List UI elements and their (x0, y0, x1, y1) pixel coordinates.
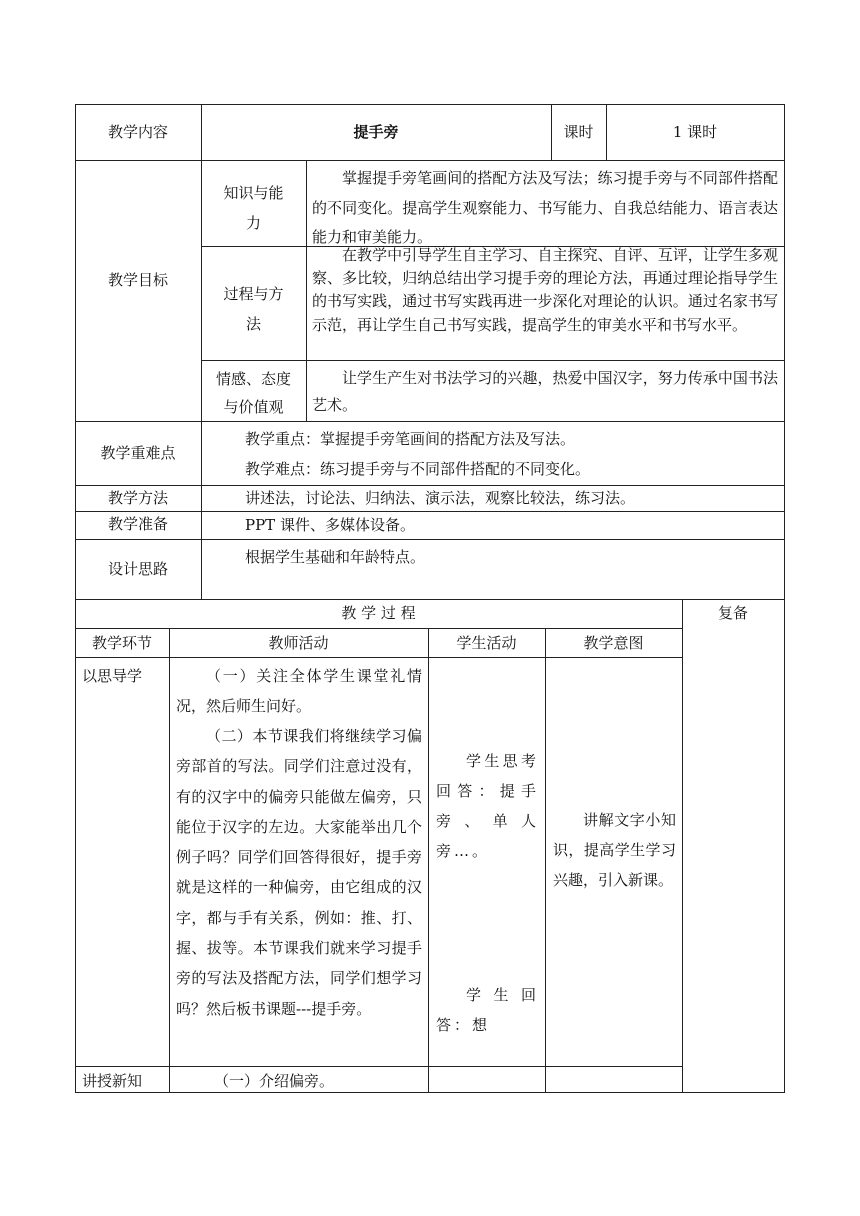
student-activity-reply: 学生回答：想 (436, 986, 539, 1034)
row-divider (75, 160, 785, 161)
key-points-label: 教学重难点 (100, 444, 176, 462)
notes-label: 复备 (717, 604, 748, 622)
method-label: 教学方法 (107, 489, 168, 507)
objective-text-attitude: 让学生产生对书法学习的兴趣，热爱中国汉字，努力传承中国书法艺术。 (312, 369, 778, 414)
period-value: 1 课时 (672, 123, 718, 141)
column-header-stage: 教学环节 (91, 634, 152, 652)
design-label: 设计思路 (107, 560, 168, 578)
column-header-intent: 教学意图 (583, 634, 644, 652)
design-text: 根据学生基础和年龄特点。 (245, 548, 426, 566)
stage-name: 以思导学 (82, 667, 143, 685)
column-divider (306, 160, 307, 422)
teacher-activity-greeting: （一）关注全体学生课堂礼情况，然后师生问好。 (176, 667, 422, 715)
period-label: 课时 (563, 123, 594, 141)
table-border-bottom (75, 1092, 785, 1093)
column-header-teacher: 教师活动 (268, 634, 329, 652)
table-border-right (784, 104, 785, 1093)
key-point-difficulty: 教学难点：练习提手旁与不同部件搭配的不同变化。 (245, 460, 591, 478)
process-title: 教 学 过 程 (341, 604, 416, 622)
objective-text-process: 在教学中引导学生自主学习、自主探究、自评、互评，让学生多观察、多比较，归纳总结出学习提手旁的理论方法，再通过理论指导学生的书写实践，通过书写实践再进一步深化对理论的认识。通过名家书写示范，再让学生自己书写实践，提高学生的审美水平和书写水平。 (312, 246, 778, 334)
content-label: 教学内容 (107, 123, 168, 141)
method-text: 讲述法，讨论法、归纳法、演示法，观察比较法，练习法。 (245, 489, 636, 507)
table-border-top (75, 104, 785, 105)
column-divider (545, 628, 546, 1093)
column-header-student: 学生活动 (456, 634, 517, 652)
objectives-label: 教学目标 (107, 271, 168, 289)
objective-text-knowledge: 掌握提手旁笔画间的搭配方法及写法；练习提手旁与不同部件搭配的不同变化。提高学生观察能力、书写能力、自我总结能力、语言表达能力和审美能力。 (312, 169, 778, 246)
preparation-label: 教学准备 (107, 515, 168, 533)
key-point-focus: 教学重点：掌握提手旁笔画间的搭配方法及写法。 (245, 430, 576, 448)
objective-label-process: 法 (245, 315, 261, 333)
row-divider (75, 421, 785, 422)
objective-label-attitude: 情感、态度 (215, 370, 291, 388)
objective-label-attitude: 与价值观 (223, 398, 284, 416)
stage-name: 讲授新知 (82, 1072, 143, 1090)
row-divider (75, 539, 785, 540)
row-divider (201, 360, 785, 361)
column-divider (682, 599, 683, 1093)
teacher-activity-intro: （二）本节课我们将继续学习偏旁部首的写法。同学们注意过没有，有的汉字中的偏旁只能做左偏旁，只能位于汉字的左边。大家能举出几个例子吗？同学们回答得很好，提手旁就是这样的一种偏旁，由它组成的汉字，都与手有关系，例如：推、打、握、拔等。本节课我们就来学习提手旁的写法及搭配方法，同学们想学习吗？然后板书课题---提手旁。 (176, 727, 422, 1018)
teacher-activity-introduce: （一）介绍偏旁。 (214, 1072, 335, 1090)
student-activity-answer: 学生思考回答：提手旁、单人旁…。 (436, 752, 539, 860)
lesson-title: 提手旁 (353, 123, 399, 141)
teaching-intent: 讲解文字小知识，提高学生学习兴趣，引入新课。 (553, 811, 676, 889)
row-divider (75, 1066, 682, 1067)
objective-label-knowledge: 知识与能 (223, 184, 284, 202)
column-divider (428, 628, 429, 1093)
objective-label-process: 过程与方 (223, 285, 284, 303)
preparation-text: PPT 课件、多媒体设备。 (245, 516, 415, 534)
objective-label-knowledge: 力 (245, 214, 261, 232)
column-divider (169, 628, 170, 1093)
